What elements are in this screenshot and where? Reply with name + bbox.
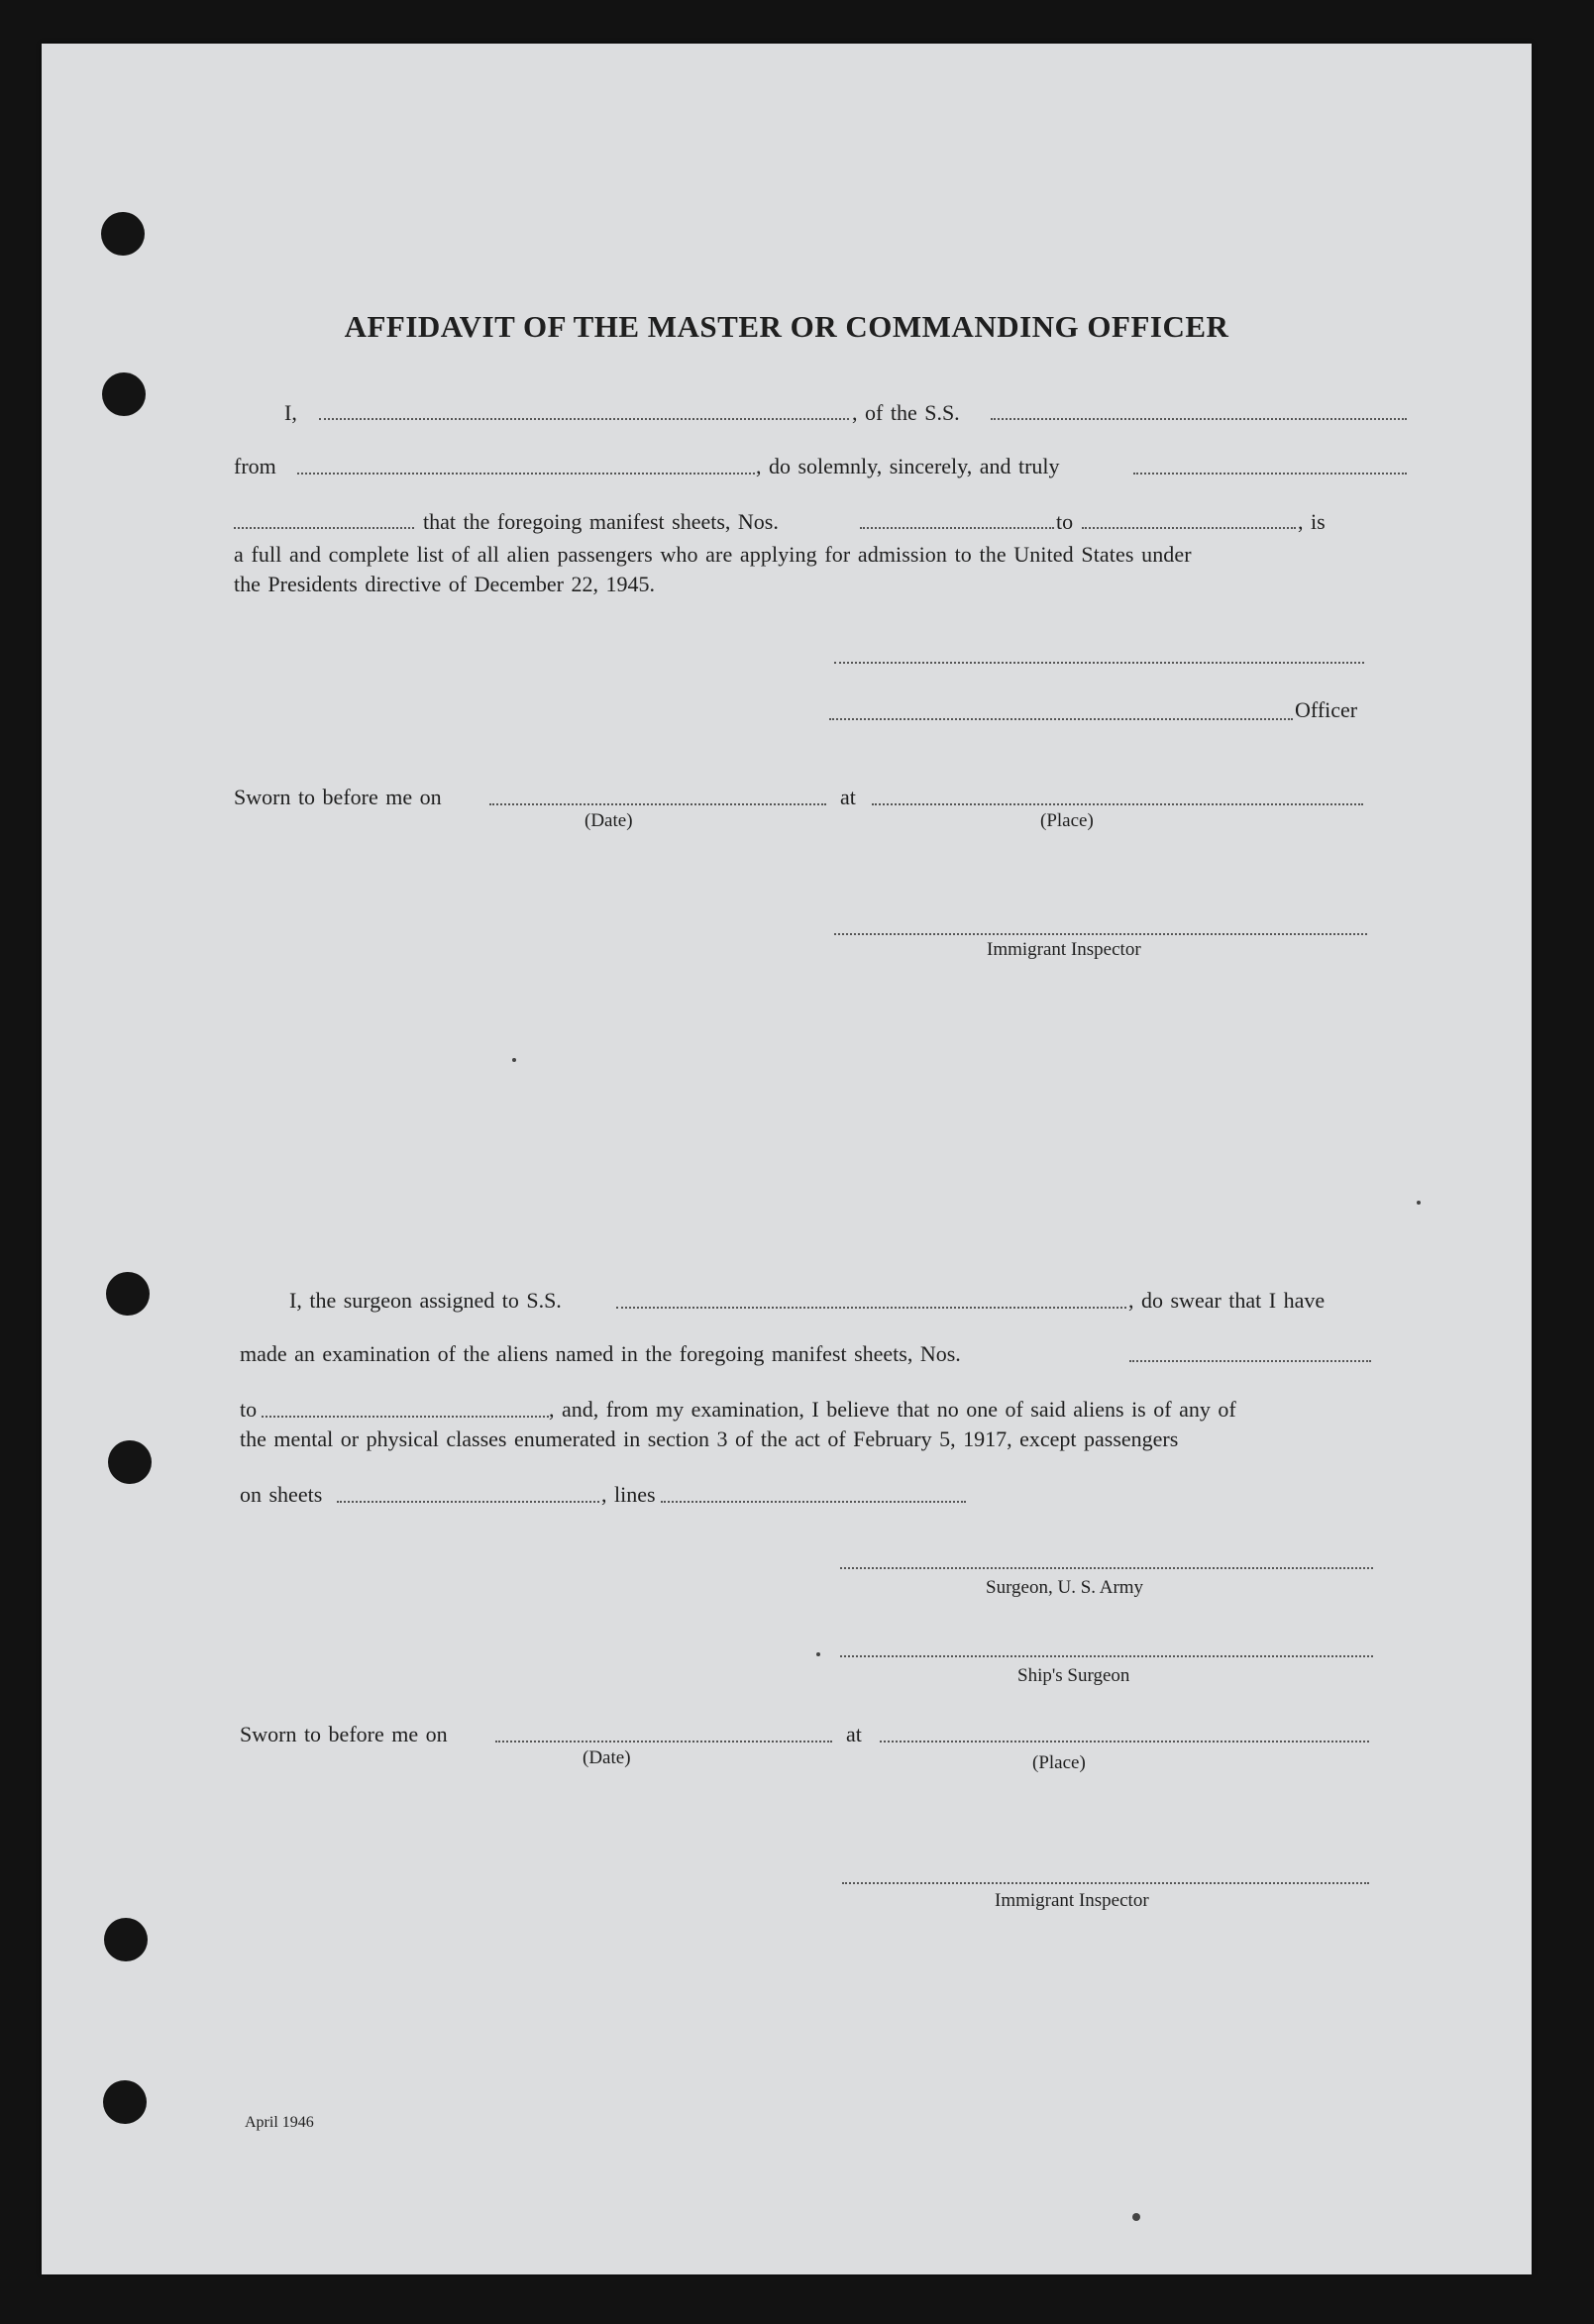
surgeon-line1-prefix: I, the surgeon assigned to S.S.	[289, 1288, 562, 1313]
surgeon-line1-suffix: , do swear that I have	[1128, 1288, 1326, 1313]
master-name-field[interactable]	[319, 418, 849, 420]
speck	[512, 1058, 516, 1062]
punch-hole	[101, 212, 145, 256]
punch-hole	[108, 1440, 152, 1484]
punch-hole	[104, 1918, 148, 1961]
form-date: April 1946	[245, 2114, 314, 2131]
master-inspector-label: Immigrant Inspector	[987, 939, 1141, 960]
surgeon-inspector-signature-field[interactable]	[842, 1882, 1369, 1884]
master-line5: the Presidents directive of December 22, 1945.	[234, 572, 655, 596]
master-from-field[interactable]	[297, 473, 755, 475]
master-truly-field[interactable]	[1133, 473, 1407, 475]
speck	[816, 1652, 820, 1656]
page-title: AFFIDAVIT OF THE MASTER OR COMMANDING OFFICER	[344, 309, 1229, 344]
surgeon-line2: made an examination of the aliens named in the foregoing manifest sheets, Nos.	[240, 1341, 961, 1366]
master-line2-suffix: , do solemnly, sincerely, and truly	[756, 454, 1060, 478]
master-oath-field[interactable]	[234, 527, 414, 529]
speck	[1417, 1201, 1421, 1205]
master-nos-to-field[interactable]	[1082, 527, 1296, 529]
army-surgeon-signature-field[interactable]	[840, 1567, 1373, 1569]
surgeon-line4: the mental or physical classes enumerated in section 3 of the act of February 5, 1917, except passengers	[240, 1426, 1179, 1451]
surgeon-date-caption: (Date)	[583, 1747, 631, 1768]
master-signature-field[interactable]	[834, 662, 1364, 664]
master-line2-prefix: from	[234, 454, 276, 478]
officer-label: Officer	[1295, 697, 1358, 722]
master-line3-b: to	[1056, 509, 1074, 534]
master-line1-prefix: I,	[284, 400, 297, 425]
punch-hole	[103, 2080, 147, 2124]
master-sworn-date-field[interactable]	[489, 803, 826, 805]
master-line3-a: that the foregoing manifest sheets, Nos.	[423, 509, 779, 534]
surgeon-ship-field[interactable]	[616, 1307, 1126, 1309]
surgeon-line5-lines: , lines	[601, 1482, 656, 1507]
master-place-caption: (Place)	[1040, 810, 1094, 831]
master-sworn-place-field[interactable]	[872, 803, 1363, 805]
surgeon-place-caption: (Place)	[1032, 1752, 1086, 1773]
master-line3-c: , is	[1298, 509, 1326, 534]
surgeon-sworn-label: Sworn to before me on	[240, 1722, 448, 1746]
surgeon-nos-from-field[interactable]	[1129, 1360, 1371, 1362]
surgeon-nos-to-field[interactable]	[262, 1416, 549, 1418]
speck	[1132, 2213, 1140, 2221]
ship-surgeon-signature-field[interactable]	[840, 1655, 1373, 1657]
surgeon-sheets-field[interactable]	[337, 1501, 599, 1503]
master-date-caption: (Date)	[584, 810, 633, 831]
master-at-label: at	[840, 785, 856, 809]
surgeon-lines-field[interactable]	[661, 1501, 966, 1503]
master-line1-suffix: , of the S.S.	[852, 400, 960, 425]
master-nos-from-field[interactable]	[860, 527, 1054, 529]
officer-signature-field[interactable]	[829, 718, 1293, 720]
surgeon-line5-prefix: on sheets	[240, 1482, 323, 1507]
ship-surgeon-label: Ship's Surgeon	[1017, 1665, 1130, 1686]
surgeon-sworn-date-field[interactable]	[495, 1741, 832, 1743]
surgeon-line3-prefix: to	[240, 1397, 258, 1422]
punch-hole	[102, 372, 146, 416]
document-page	[42, 44, 1532, 2274]
surgeon-line3-suffix: , and, from my examination, I believe that no one of said aliens is of any of	[549, 1397, 1236, 1422]
army-surgeon-label: Surgeon, U. S. Army	[986, 1577, 1144, 1598]
surgeon-sworn-place-field[interactable]	[880, 1741, 1369, 1743]
master-line4: a full and complete list of all alien passengers who are applying for admission to the United States under	[234, 542, 1192, 567]
surgeon-at-label: at	[846, 1722, 862, 1746]
master-inspector-signature-field[interactable]	[834, 933, 1367, 935]
master-ship-field[interactable]	[991, 418, 1407, 420]
surgeon-inspector-label: Immigrant Inspector	[995, 1890, 1149, 1911]
master-sworn-label: Sworn to before me on	[234, 785, 442, 809]
punch-hole	[106, 1272, 150, 1316]
